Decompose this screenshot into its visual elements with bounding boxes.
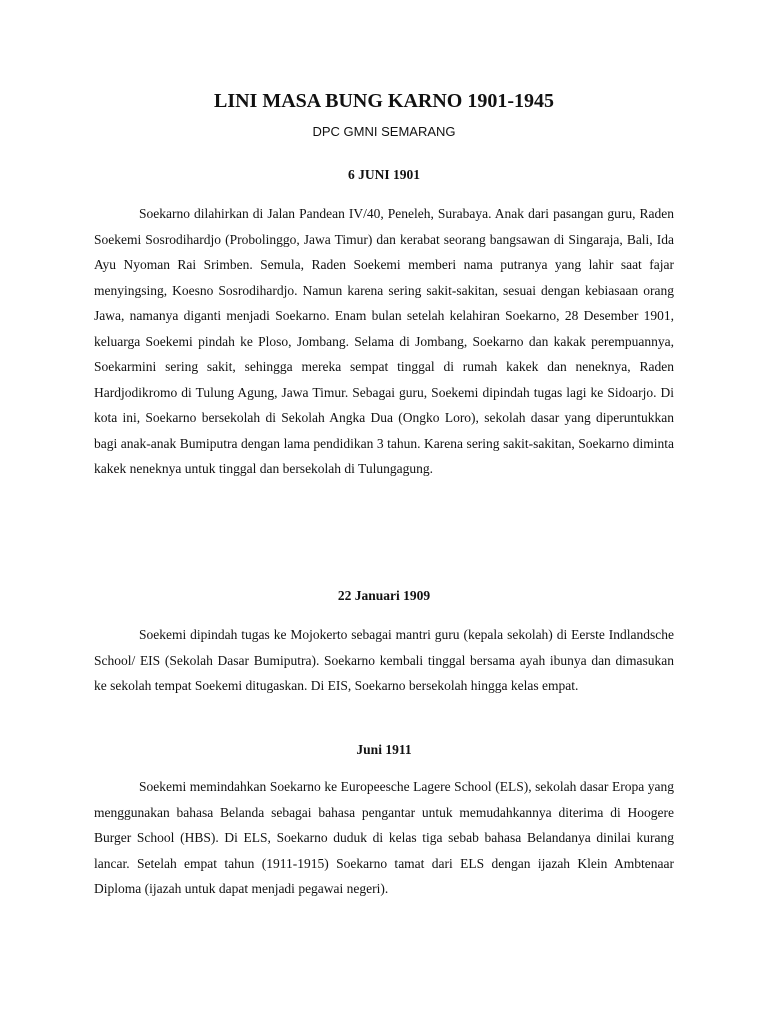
section-heading-1909: 22 Januari 1909 [337,588,431,603]
section-paragraph-1911: Soekemi memindahkan Soekarno ke Europeesche Lagere School (ELS), sekolah dasar Eropa yang menggunakan bahasa Belanda sebagai bahasa pengantar untuk memudahkannya diterima di Hoogere Burger School (HBS). Di ELS, Soekarno duduk di kelas tiga sebab bahasa Belandanya dinilai kurang lancar. Setelah empat tahun (1911-1915) Soekarno tamat dari ELS dengan ijazah Klein Ambtenaar Diploma (ijazah untuk dapat menjadi pegawai negeri). [94,779,674,896]
section-paragraph-1901: Soekarno dilahirkan di Jalan Pandean IV/40, Peneleh, Surabaya. Anak dari pasangan guru, Raden Soekemi Sosrodihardjo (Probolinggo, Jawa Timur) dan kerabat seorang bangsawan di Singaraja, Bali, Ida Ayu Nyoman Rai Srimben. Semula, Raden Soekemi memberi nama putranya yang lahir saat fajar menyingsing, Koesno Sosrodihardjo. Namun karena sering sakit-sakitan, sesuai dengan kebiasaan orang Jawa, namanya diganti menjadi Soekarno. Enam bulan setelah kelahiran Soekarno, 28 Desember 1901, keluarga Soekemi pindah ke Ploso, Jombang. Selama di Jombang, Soekarno dan kakak perempuannya, Soekarmini sering sakit, sehingga mereka sempat tinggal di rumah kakek dan neneknya, Raden Hardjodikromo di Tulung Agung, Jawa Timur. Sebagai guru, Soekemi dipindah tugas lagi ke Sidoarjo. Di kota ini, Soekarno bersekolah di Sekolah Angka Dua (Ongko Loro), sekolah dasar yang diperuntukkan bagi anak-anak Bumiputra dengan lama pendidikan 3 tahun. Karena sering sakit-sakitan, Soekarno diminta kakek neneknya untuk tinggal dan bersekolah di Tulungagung. [94,206,674,476]
document-subtitle: DPC GMNI SEMARANG [312,124,456,139]
section-paragraph-1909: Soekemi dipindah tugas ke Mojokerto sebagai mantri guru (kepala sekolah) di Eerste Indlandsche School/ EIS (Sekolah Dasar Bumiputra). Soekarno kembali tinggal bersama ayah ibunya dan dimasukan ke sekolah tempat Soekemi ditugaskan. Di EIS, Soekarno bersekolah hingga kelas empat. [94,627,674,693]
document-title: LINI MASA BUNG KARNO 1901-1945 [213,90,555,112]
section-heading-1901: 6 JUNI 1901 [347,167,420,182]
section-heading-1911: Juni 1911 [356,742,412,757]
